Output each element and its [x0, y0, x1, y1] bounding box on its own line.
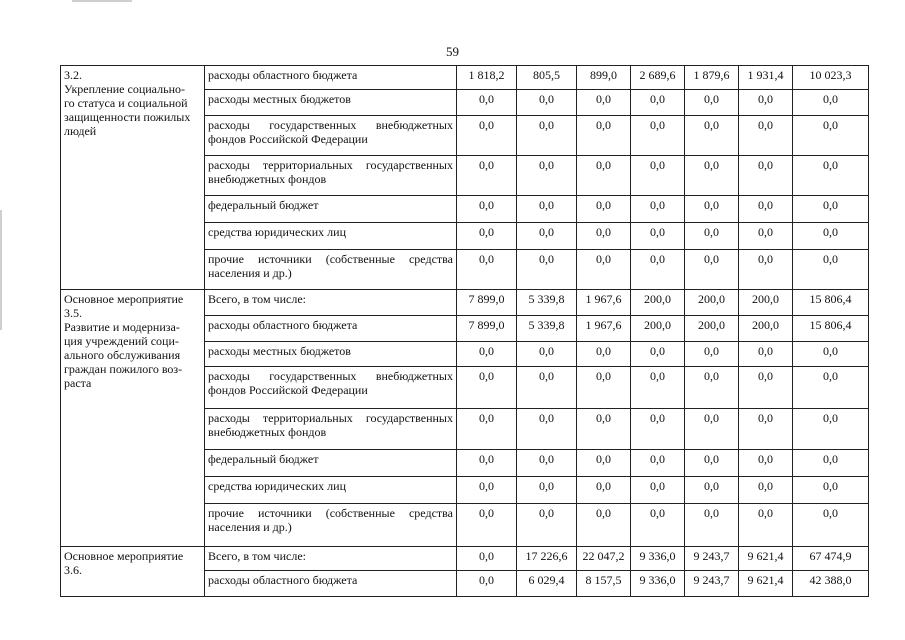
year-value-cell: 200,0: [739, 316, 793, 342]
year-value-cell: 0,0: [685, 504, 739, 547]
funding-source-cell: Всего, в том числе:: [205, 547, 457, 571]
measure-name-line: го статуса и социальной: [64, 96, 188, 110]
year-value-cell: 0,0: [685, 342, 739, 367]
funding-source-cell: федеральный бюджет: [205, 450, 457, 477]
year-value-cell: 0,0: [457, 547, 517, 571]
year-value-cell: 0,0: [457, 196, 517, 223]
total-value-cell: 0,0: [793, 223, 869, 250]
table-row: [61, 66, 869, 90]
measure-name-line: ция учреждений соци-: [64, 334, 179, 348]
year-value-cell: 0,0: [685, 90, 739, 116]
year-value-cell: 1 931,4: [739, 66, 793, 90]
year-value-cell: 1 818,2: [457, 66, 517, 90]
measure-name-line: раста: [64, 376, 92, 390]
total-value-cell: 15 806,4: [793, 316, 869, 342]
funding-source-cell: расходы государственных внебюджетных фондов Российской Федерации: [205, 367, 457, 409]
year-value-cell: 200,0: [739, 290, 793, 316]
year-value-cell: 0,0: [631, 367, 685, 409]
year-value-cell: 0,0: [685, 223, 739, 250]
year-value-cell: 0,0: [577, 250, 631, 290]
year-value-cell: 0,0: [577, 116, 631, 156]
total-value-cell: 0,0: [793, 504, 869, 547]
year-value-cell: 0,0: [517, 367, 577, 409]
year-value-cell: 0,0: [577, 156, 631, 196]
year-value-cell: 0,0: [739, 342, 793, 367]
measure-name-cell: [61, 66, 205, 290]
funding-source-cell: федеральный бюджет: [205, 196, 457, 223]
total-value-cell: 0,0: [793, 250, 869, 290]
year-value-cell: 0,0: [577, 450, 631, 477]
year-value-cell: 0,0: [457, 250, 517, 290]
year-value-cell: 0,0: [457, 409, 517, 450]
total-value-cell: 0,0: [793, 367, 869, 409]
year-value-cell: 0,0: [739, 504, 793, 547]
measure-name-line: защищенности пожилых: [64, 110, 191, 124]
year-value-cell: 0,0: [517, 196, 577, 223]
year-value-cell: 0,0: [457, 450, 517, 477]
year-value-cell: 0,0: [685, 196, 739, 223]
funding-source-cell: расходы областного бюджета: [205, 316, 457, 342]
funding-source-cell: расходы областного бюджета: [205, 66, 457, 90]
year-value-cell: 5 339,8: [517, 316, 577, 342]
year-value-cell: 0,0: [517, 504, 577, 547]
funding-source-cell: Всего, в том числе:: [205, 290, 457, 316]
year-value-cell: 0,0: [517, 156, 577, 196]
year-value-cell: 0,0: [739, 196, 793, 223]
funding-source-cell: расходы местных бюджетов: [205, 342, 457, 367]
total-value-cell: 0,0: [793, 477, 869, 504]
scan-artifact-left: [0, 210, 2, 330]
year-value-cell: 0,0: [631, 196, 685, 223]
year-value-cell: 0,0: [577, 367, 631, 409]
total-value-cell: 67 474,9: [793, 547, 869, 571]
total-value-cell: 0,0: [793, 409, 869, 450]
year-value-cell: 0,0: [577, 342, 631, 367]
measure-name-line: граждан пожилого воз-: [64, 362, 183, 376]
year-value-cell: 0,0: [739, 116, 793, 156]
year-value-cell: 0,0: [631, 409, 685, 450]
total-value-cell: 15 806,4: [793, 290, 869, 316]
year-value-cell: 0,0: [517, 250, 577, 290]
year-value-cell: 1 967,6: [577, 290, 631, 316]
measure-name-cell: [61, 547, 205, 597]
year-value-cell: 1 879,6: [685, 66, 739, 90]
year-value-cell: 0,0: [457, 571, 517, 597]
year-value-cell: 1 967,6: [577, 316, 631, 342]
total-value-cell: 0,0: [793, 116, 869, 156]
measure-name-line: Развитие и модерниза-: [64, 320, 180, 334]
year-value-cell: 0,0: [739, 250, 793, 290]
total-value-cell: 0,0: [793, 196, 869, 223]
funding-source-cell: расходы государственных внебюджетных фондов Российской Федерации: [205, 116, 457, 156]
year-value-cell: 0,0: [685, 116, 739, 156]
year-value-cell: 0,0: [739, 90, 793, 116]
budget-table: [60, 65, 869, 597]
year-value-cell: 0,0: [631, 90, 685, 116]
year-value-cell: 0,0: [685, 477, 739, 504]
year-value-cell: 0,0: [631, 116, 685, 156]
funding-source-cell: прочие источники (собственные средства населения и др.): [205, 504, 457, 547]
scan-artifact-top: [72, 0, 132, 2]
measure-name-line: людей: [64, 124, 97, 138]
year-value-cell: 0,0: [739, 223, 793, 250]
year-value-cell: 9 243,7: [685, 547, 739, 571]
year-value-cell: 0,0: [517, 477, 577, 504]
year-value-cell: 0,0: [577, 477, 631, 504]
total-value-cell: 42 388,0: [793, 571, 869, 597]
year-value-cell: 0,0: [631, 250, 685, 290]
year-value-cell: 0,0: [577, 90, 631, 116]
year-value-cell: 7 899,0: [457, 290, 517, 316]
measure-name-cell: [61, 290, 205, 547]
year-value-cell: 899,0: [577, 66, 631, 90]
year-value-cell: 9 243,7: [685, 571, 739, 597]
year-value-cell: 0,0: [739, 450, 793, 477]
year-value-cell: 6 029,4: [517, 571, 577, 597]
year-value-cell: 0,0: [739, 477, 793, 504]
year-value-cell: 0,0: [457, 223, 517, 250]
year-value-cell: 0,0: [739, 156, 793, 196]
year-value-cell: 0,0: [631, 156, 685, 196]
year-value-cell: 200,0: [631, 316, 685, 342]
total-value-cell: 10 023,3: [793, 66, 869, 90]
year-value-cell: 0,0: [457, 90, 517, 116]
year-value-cell: 0,0: [685, 450, 739, 477]
page-number: 59: [446, 44, 459, 59]
funding-source-cell: расходы областного бюджета: [205, 571, 457, 597]
budget-table-body: [61, 66, 869, 597]
measure-name-line: Основное мероприятие: [64, 549, 184, 563]
year-value-cell: 0,0: [517, 223, 577, 250]
year-value-cell: 0,0: [685, 367, 739, 409]
year-value-cell: 0,0: [457, 156, 517, 196]
funding-source-cell: средства юридических лиц: [205, 223, 457, 250]
table-row: [61, 547, 869, 571]
measure-name-line: 3.5.: [64, 306, 82, 320]
funding-source-cell: расходы территориальных государственных внебюджетных фондов: [205, 409, 457, 450]
year-value-cell: 200,0: [685, 290, 739, 316]
measure-name-line: 3.2.: [64, 68, 82, 82]
measure-name-line: Укрепление социально-: [64, 82, 185, 96]
year-value-cell: 9 336,0: [631, 547, 685, 571]
year-value-cell: 8 157,5: [577, 571, 631, 597]
year-value-cell: 5 339,8: [517, 290, 577, 316]
year-value-cell: 0,0: [457, 504, 517, 547]
year-value-cell: 22 047,2: [577, 547, 631, 571]
measure-name-line: Основное мероприятие: [64, 292, 184, 306]
year-value-cell: 0,0: [517, 450, 577, 477]
year-value-cell: 7 899,0: [457, 316, 517, 342]
year-value-cell: 0,0: [685, 156, 739, 196]
year-value-cell: 0,0: [457, 342, 517, 367]
year-value-cell: 0,0: [631, 450, 685, 477]
year-value-cell: 0,0: [739, 409, 793, 450]
year-value-cell: 0,0: [457, 477, 517, 504]
total-value-cell: 0,0: [793, 342, 869, 367]
year-value-cell: 0,0: [577, 223, 631, 250]
year-value-cell: 2 689,6: [631, 66, 685, 90]
year-value-cell: 0,0: [739, 367, 793, 409]
year-value-cell: 17 226,6: [517, 547, 577, 571]
year-value-cell: 9 621,4: [739, 571, 793, 597]
year-value-cell: 200,0: [631, 290, 685, 316]
total-value-cell: 0,0: [793, 90, 869, 116]
measure-name-line: ального обслуживания: [64, 348, 181, 362]
year-value-cell: 0,0: [685, 409, 739, 450]
year-value-cell: 0,0: [631, 504, 685, 547]
year-value-cell: 0,0: [517, 90, 577, 116]
year-value-cell: 0,0: [517, 409, 577, 450]
funding-source-cell: средства юридических лиц: [205, 477, 457, 504]
year-value-cell: 0,0: [517, 116, 577, 156]
total-value-cell: 0,0: [793, 156, 869, 196]
year-value-cell: 805,5: [517, 66, 577, 90]
funding-source-cell: расходы территориальных государственных внебюджетных фондов: [205, 156, 457, 196]
year-value-cell: 0,0: [517, 342, 577, 367]
year-value-cell: 0,0: [577, 409, 631, 450]
total-value-cell: 0,0: [793, 450, 869, 477]
funding-source-cell: прочие источники (собственные средства населения и др.): [205, 250, 457, 290]
year-value-cell: 0,0: [631, 342, 685, 367]
year-value-cell: 200,0: [685, 316, 739, 342]
table-row: [61, 290, 869, 316]
year-value-cell: 0,0: [577, 196, 631, 223]
year-value-cell: 9 621,4: [739, 547, 793, 571]
year-value-cell: 0,0: [457, 367, 517, 409]
year-value-cell: 9 336,0: [631, 571, 685, 597]
year-value-cell: 0,0: [685, 250, 739, 290]
funding-source-cell: расходы местных бюджетов: [205, 90, 457, 116]
measure-name-line: 3.6.: [64, 563, 82, 577]
year-value-cell: 0,0: [457, 116, 517, 156]
year-value-cell: 0,0: [577, 504, 631, 547]
year-value-cell: 0,0: [631, 223, 685, 250]
year-value-cell: 0,0: [631, 477, 685, 504]
